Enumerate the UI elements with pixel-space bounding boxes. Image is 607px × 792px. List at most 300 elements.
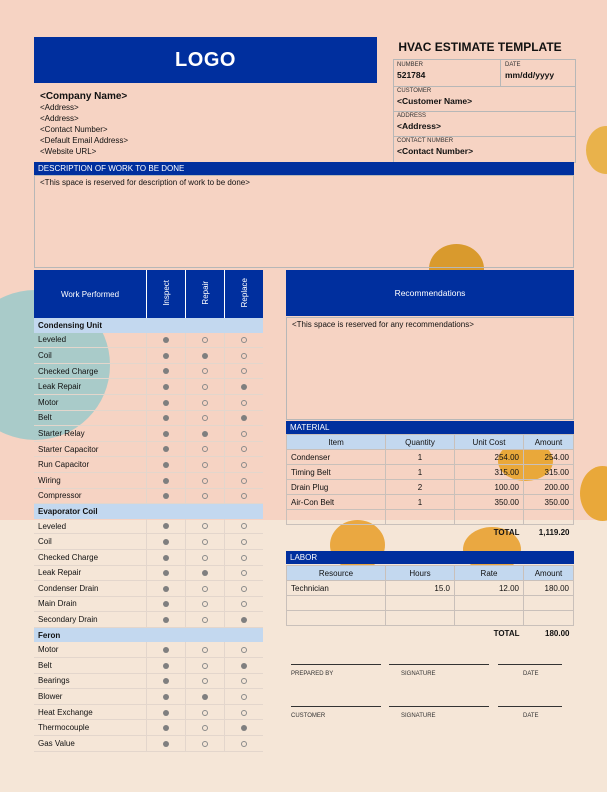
mark-cell [147,348,186,364]
labor-col-resource: Resource [287,566,386,581]
mark-cell [186,658,225,674]
material-cell[interactable]: Air-Con Belt [287,495,386,510]
work-item-row [34,534,263,550]
unchecked-radio-repair[interactable] [202,415,208,421]
checked-radio-inspect[interactable] [163,663,169,669]
mark-cell [147,534,186,550]
work-item-row [34,549,263,565]
mark-cell [225,658,264,674]
labor-empty-cell[interactable] [524,596,574,611]
unchecked-radio-repair[interactable] [202,617,208,623]
checked-radio-inspect[interactable] [163,353,169,359]
mark-cell [186,549,225,565]
work-item-row [34,519,263,534]
labor-col-hours: Hours [386,566,455,581]
work-item-row [34,565,263,581]
mark-cell [186,488,225,504]
material-cell[interactable]: 1 [386,465,455,480]
company-address-2: <Address> [40,114,79,123]
unchecked-radio-replace[interactable] [241,400,247,406]
mark-cell [225,379,264,395]
mark-cell [147,658,186,674]
work-item-label: Secondary Drain [34,612,147,628]
customer-address[interactable]: <Address> [397,121,441,131]
labor-body [287,581,574,626]
customer-name[interactable]: <Customer Name> [397,96,473,106]
work-item-label: Run Capacitor [34,457,147,473]
unchecked-radio-repair[interactable] [202,337,208,343]
checked-radio-inspect[interactable] [163,337,169,343]
labor-total-value: 180.00 [545,628,570,638]
material-cell[interactable]: 315.00 [524,465,574,480]
mark-cell [186,333,225,348]
mark-cell [225,704,264,720]
work-item-row [34,704,263,720]
labor-empty-cell[interactable] [287,611,386,626]
date-line-2[interactable] [498,706,562,707]
labor-empty-cell[interactable] [524,611,574,626]
unchecked-radio-replace[interactable] [241,462,247,468]
checked-radio-inspect[interactable] [163,431,169,437]
signature-line-1[interactable] [389,664,489,665]
labor-col-rate: Rate [455,566,524,581]
mark-cell [147,612,186,628]
unchecked-radio-repair[interactable] [202,710,208,716]
mark-cell [147,581,186,597]
work-item-label: Leveled [34,333,147,348]
unchecked-radio-replace[interactable] [241,523,247,529]
mark-cell [186,534,225,550]
work-item-row [34,363,263,379]
company-block [40,91,128,157]
material-total-value: 1,119.20 [538,527,570,537]
category-label: Feron [34,627,263,642]
material-empty-row [287,510,574,525]
date-label: DATE [505,62,521,68]
unchecked-radio-repair[interactable] [202,647,208,653]
checked-radio-repair[interactable] [202,694,208,700]
unchecked-radio-replace[interactable] [241,741,247,747]
checked-radio-replace[interactable] [241,617,247,623]
checked-radio-inspect[interactable] [163,384,169,390]
unchecked-radio-repair[interactable] [202,523,208,529]
contact-label: CONTACT NUMBER [397,138,454,144]
mark-cell [225,457,264,473]
checked-radio-repair[interactable] [202,353,208,359]
checked-radio-repair[interactable] [202,570,208,576]
mark-cell [147,426,186,442]
labor-empty-cell[interactable] [386,596,455,611]
mark-cell [186,363,225,379]
material-col-amount: Amount [524,435,574,450]
labor-empty-row [287,611,574,626]
mark-cell [147,457,186,473]
unchecked-radio-repair[interactable] [202,586,208,592]
mark-cell [225,581,264,597]
checked-radio-inspect[interactable] [163,493,169,499]
unchecked-radio-replace[interactable] [241,353,247,359]
mark-cell [225,394,264,410]
work-performed-header: Work Performed [34,270,147,318]
material-cell[interactable]: 315.00 [455,465,524,480]
work-item-row [34,658,263,674]
work-item-label: Motor [34,642,147,657]
prepared-by-line[interactable] [291,664,381,665]
mark-cell [186,410,225,426]
unchecked-radio-repair[interactable] [202,741,208,747]
date-label-1: DATE [523,671,539,677]
signature-line-2[interactable] [389,706,489,707]
customer-sign-line[interactable] [291,706,381,707]
category-label: Condensing Unit [34,318,263,333]
mark-cell [147,410,186,426]
mark-cell [225,441,264,457]
checked-radio-inspect[interactable] [163,586,169,592]
work-item-label: Belt [34,658,147,674]
page-title: HVAC ESTIMATE TEMPLATE [398,40,562,54]
work-item-row [34,426,263,442]
company-address-1: <Address> [40,103,79,112]
work-item-label: Leveled [34,519,147,534]
mark-cell [147,333,186,348]
work-item-row [34,736,263,752]
mark-cell [186,736,225,752]
material-cell[interactable]: 1 [386,450,455,465]
estimate-number[interactable]: 521784 [397,70,426,80]
material-cell[interactable]: 200.00 [524,480,574,495]
mark-cell [147,720,186,736]
checked-radio-replace[interactable] [241,663,247,669]
mark-cell [225,689,264,705]
mark-cell [147,488,186,504]
labor-cell[interactable]: 15.0 [386,581,455,596]
material-col-quantity: Quantity [386,435,455,450]
work-item-label: Thermocouple [34,720,147,736]
unchecked-radio-replace[interactable] [241,586,247,592]
contact-row [394,137,575,161]
unchecked-radio-repair[interactable] [202,601,208,607]
unchecked-radio-repair[interactable] [202,446,208,452]
work-item-row [34,472,263,488]
checked-radio-inspect[interactable] [163,446,169,452]
work-item-row [34,379,263,395]
company-website: <Website URL> [40,147,97,156]
work-item-label: Bearings [34,673,147,689]
labor-empty-cell[interactable] [386,611,455,626]
checked-radio-inspect[interactable] [163,368,169,374]
mark-cell [186,457,225,473]
replace-header-label: Replace [239,278,249,308]
mark-cell [147,704,186,720]
company-email: <Default Email Address> [40,136,129,145]
work-item-row [34,394,263,410]
customer-label: CUSTOMER [397,88,432,94]
mark-cell [186,565,225,581]
mark-cell [186,689,225,705]
estimate-date[interactable]: mm/dd/yyyy [505,70,555,80]
unchecked-radio-repair[interactable] [202,678,208,684]
unchecked-radio-replace[interactable] [241,446,247,452]
work-item-label: Belt [34,410,147,426]
mark-cell [186,612,225,628]
date-line-1[interactable] [498,664,562,665]
unchecked-radio-replace[interactable] [241,431,247,437]
work-item-label: Coil [34,348,147,364]
material-cell[interactable]: 350.00 [524,495,574,510]
work-item-row [34,333,263,348]
unchecked-radio-repair[interactable] [202,725,208,731]
material-cell[interactable]: 350.00 [455,495,524,510]
mark-cell [147,519,186,534]
mark-cell [225,642,264,657]
unchecked-radio-repair[interactable] [202,462,208,468]
unchecked-radio-repair[interactable] [202,478,208,484]
mark-cell [186,642,225,657]
material-cell[interactable]: 2 [386,480,455,495]
material-empty-cell[interactable] [455,510,524,525]
logo-placeholder: LOGO [34,37,377,83]
checked-radio-inspect[interactable] [163,741,169,747]
mark-cell [147,673,186,689]
mark-cell [147,363,186,379]
checked-radio-inspect[interactable] [163,478,169,484]
material-table [286,434,574,539]
labor-table [286,565,574,640]
work-item-label: Motor [34,394,147,410]
date-label-2: DATE [523,713,539,719]
material-total-spacer [287,525,455,540]
mark-cell [147,441,186,457]
unchecked-radio-repair[interactable] [202,555,208,561]
checked-radio-replace[interactable] [241,384,247,390]
mark-cell [225,736,264,752]
unchecked-radio-repair[interactable] [202,539,208,545]
unchecked-radio-replace[interactable] [241,368,247,374]
mark-cell [225,534,264,550]
unchecked-radio-repair[interactable] [202,368,208,374]
material-col-unit-cost: Unit Cost [455,435,524,450]
mark-cell [147,549,186,565]
material-empty-cell[interactable] [386,510,455,525]
work-item-row [34,612,263,628]
unchecked-radio-replace[interactable] [241,337,247,343]
material-row [287,450,574,465]
work-item-row [34,689,263,705]
mark-cell [147,736,186,752]
work-item-label: Leak Repair [34,379,147,395]
work-item-row [34,642,263,657]
mark-cell [225,472,264,488]
work-body [34,318,263,751]
unchecked-radio-replace[interactable] [241,678,247,684]
material-cell[interactable]: 100.00 [455,480,524,495]
company-contact: <Contact Number> [40,125,108,134]
work-item-label: Wiring [34,472,147,488]
work-item-row [34,581,263,597]
mark-cell [186,394,225,410]
labor-cell[interactable]: 180.00 [524,581,574,596]
number-label: NUMBER [397,62,424,68]
mark-cell [186,704,225,720]
inspect-header-label: Inspect [161,280,171,306]
material-cell[interactable]: Timing Belt [287,465,386,480]
repair-header [186,270,225,318]
work-item-label: Condenser Drain [34,581,147,597]
repair-header-label: Repair [200,281,210,305]
category-row [34,318,263,333]
material-heading: MATERIAL [286,421,574,434]
checked-radio-inspect[interactable] [163,725,169,731]
work-item-label: Main Drain [34,596,147,612]
checked-radio-inspect[interactable] [163,694,169,700]
category-row [34,627,263,642]
work-item-row [34,488,263,504]
checked-radio-replace[interactable] [241,415,247,421]
mark-cell [186,472,225,488]
work-item-label: Blower [34,689,147,705]
category-row [34,504,263,519]
unchecked-radio-repair[interactable] [202,663,208,669]
labor-heading: LABOR [286,551,574,564]
estimate-info [393,59,576,163]
checked-radio-inspect[interactable] [163,415,169,421]
customer-row [394,87,575,112]
description-heading: DESCRIPTION OF WORK TO BE DONE [34,162,574,175]
work-item-row [34,720,263,736]
unchecked-radio-replace[interactable] [241,647,247,653]
unchecked-radio-replace[interactable] [241,570,247,576]
mark-cell [186,581,225,597]
work-item-label: Compressor [34,488,147,504]
address-row [394,112,575,137]
mark-cell [225,333,264,348]
unchecked-radio-replace[interactable] [241,478,247,484]
mark-cell [186,720,225,736]
unchecked-radio-replace[interactable] [241,555,247,561]
mark-cell [147,596,186,612]
customer-contact[interactable]: <Contact Number> [397,146,474,156]
labor-empty-cell[interactable] [455,596,524,611]
checked-radio-inspect[interactable] [163,570,169,576]
mark-cell [225,596,264,612]
checked-radio-inspect[interactable] [163,710,169,716]
mark-cell [147,689,186,705]
material-cell[interactable]: 254.00 [524,450,574,465]
material-cell[interactable]: 254.00 [455,450,524,465]
signature-label-1: SIGNATURE [401,671,436,677]
material-row [287,480,574,495]
unchecked-radio-replace[interactable] [241,694,247,700]
work-item-label: Checked Charge [34,363,147,379]
company-name: <Company Name> [40,91,128,102]
labor-total-label: TOTAL [493,628,520,638]
checked-radio-inspect[interactable] [163,462,169,468]
replace-header [225,270,264,318]
mark-cell [186,348,225,364]
checked-radio-inspect[interactable] [163,601,169,607]
unchecked-radio-replace[interactable] [241,710,247,716]
mark-cell [147,565,186,581]
mark-cell [225,410,264,426]
material-col-item: Item [287,435,386,450]
customer-sign-label: CUSTOMER [291,713,326,719]
mark-cell [186,519,225,534]
mark-cell [225,612,264,628]
unchecked-radio-repair[interactable] [202,493,208,499]
checked-radio-inspect[interactable] [163,539,169,545]
mark-cell [186,596,225,612]
mark-cell [225,426,264,442]
work-item-label: Starter Capacitor [34,441,147,457]
checked-radio-inspect[interactable] [163,400,169,406]
work-item-label: Coil [34,534,147,550]
material-body [287,450,574,525]
mark-cell [147,642,186,657]
material-row [287,495,574,510]
work-item-row [34,348,263,364]
number-date-row [394,60,575,87]
labor-total-spacer [287,626,455,641]
mark-cell [225,565,264,581]
unchecked-radio-replace[interactable] [241,493,247,499]
work-item-label: Leak Repair [34,565,147,581]
mark-cell [186,379,225,395]
checked-radio-replace[interactable] [241,725,247,731]
checked-radio-inspect[interactable] [163,617,169,623]
checked-radio-inspect[interactable] [163,555,169,561]
mark-cell [225,348,264,364]
material-cell[interactable]: 1 [386,495,455,510]
unchecked-radio-replace[interactable] [241,601,247,607]
description-text[interactable]: <This space is reserved for description of work to be done> [34,175,574,268]
work-item-label: Heat Exchange [34,704,147,720]
material-cell[interactable]: Condenser [287,450,386,465]
checked-radio-inspect[interactable] [163,523,169,529]
labor-empty-cell[interactable] [455,611,524,626]
work-item-row [34,596,263,612]
unchecked-radio-repair[interactable] [202,384,208,390]
mark-cell [147,472,186,488]
checked-radio-repair[interactable] [202,431,208,437]
material-row [287,465,574,480]
labor-empty-cell[interactable] [287,596,386,611]
recommendations-text[interactable]: <This space is reserved for any recommendations> [286,317,574,420]
material-cell[interactable]: Drain Plug [287,480,386,495]
unchecked-radio-replace[interactable] [241,539,247,545]
mark-cell [186,673,225,689]
material-empty-cell[interactable] [524,510,574,525]
inspect-header [147,270,186,318]
unchecked-radio-repair[interactable] [202,400,208,406]
labor-empty-row [287,596,574,611]
work-performed-table [34,270,263,752]
recommendations-heading: Recommendations [286,270,574,316]
mark-cell [225,549,264,565]
work-item-row [34,441,263,457]
prepared-by-label: PREPARED BY [291,671,334,677]
labor-cell[interactable]: Technician [287,581,386,596]
mark-cell [147,379,186,395]
checked-radio-inspect[interactable] [163,647,169,653]
mark-cell [225,519,264,534]
mark-cell [225,673,264,689]
mark-cell [186,441,225,457]
material-empty-cell[interactable] [287,510,386,525]
work-item-label: Gas Value [34,736,147,752]
checked-radio-inspect[interactable] [163,678,169,684]
labor-cell[interactable]: 12.00 [455,581,524,596]
mark-cell [147,394,186,410]
